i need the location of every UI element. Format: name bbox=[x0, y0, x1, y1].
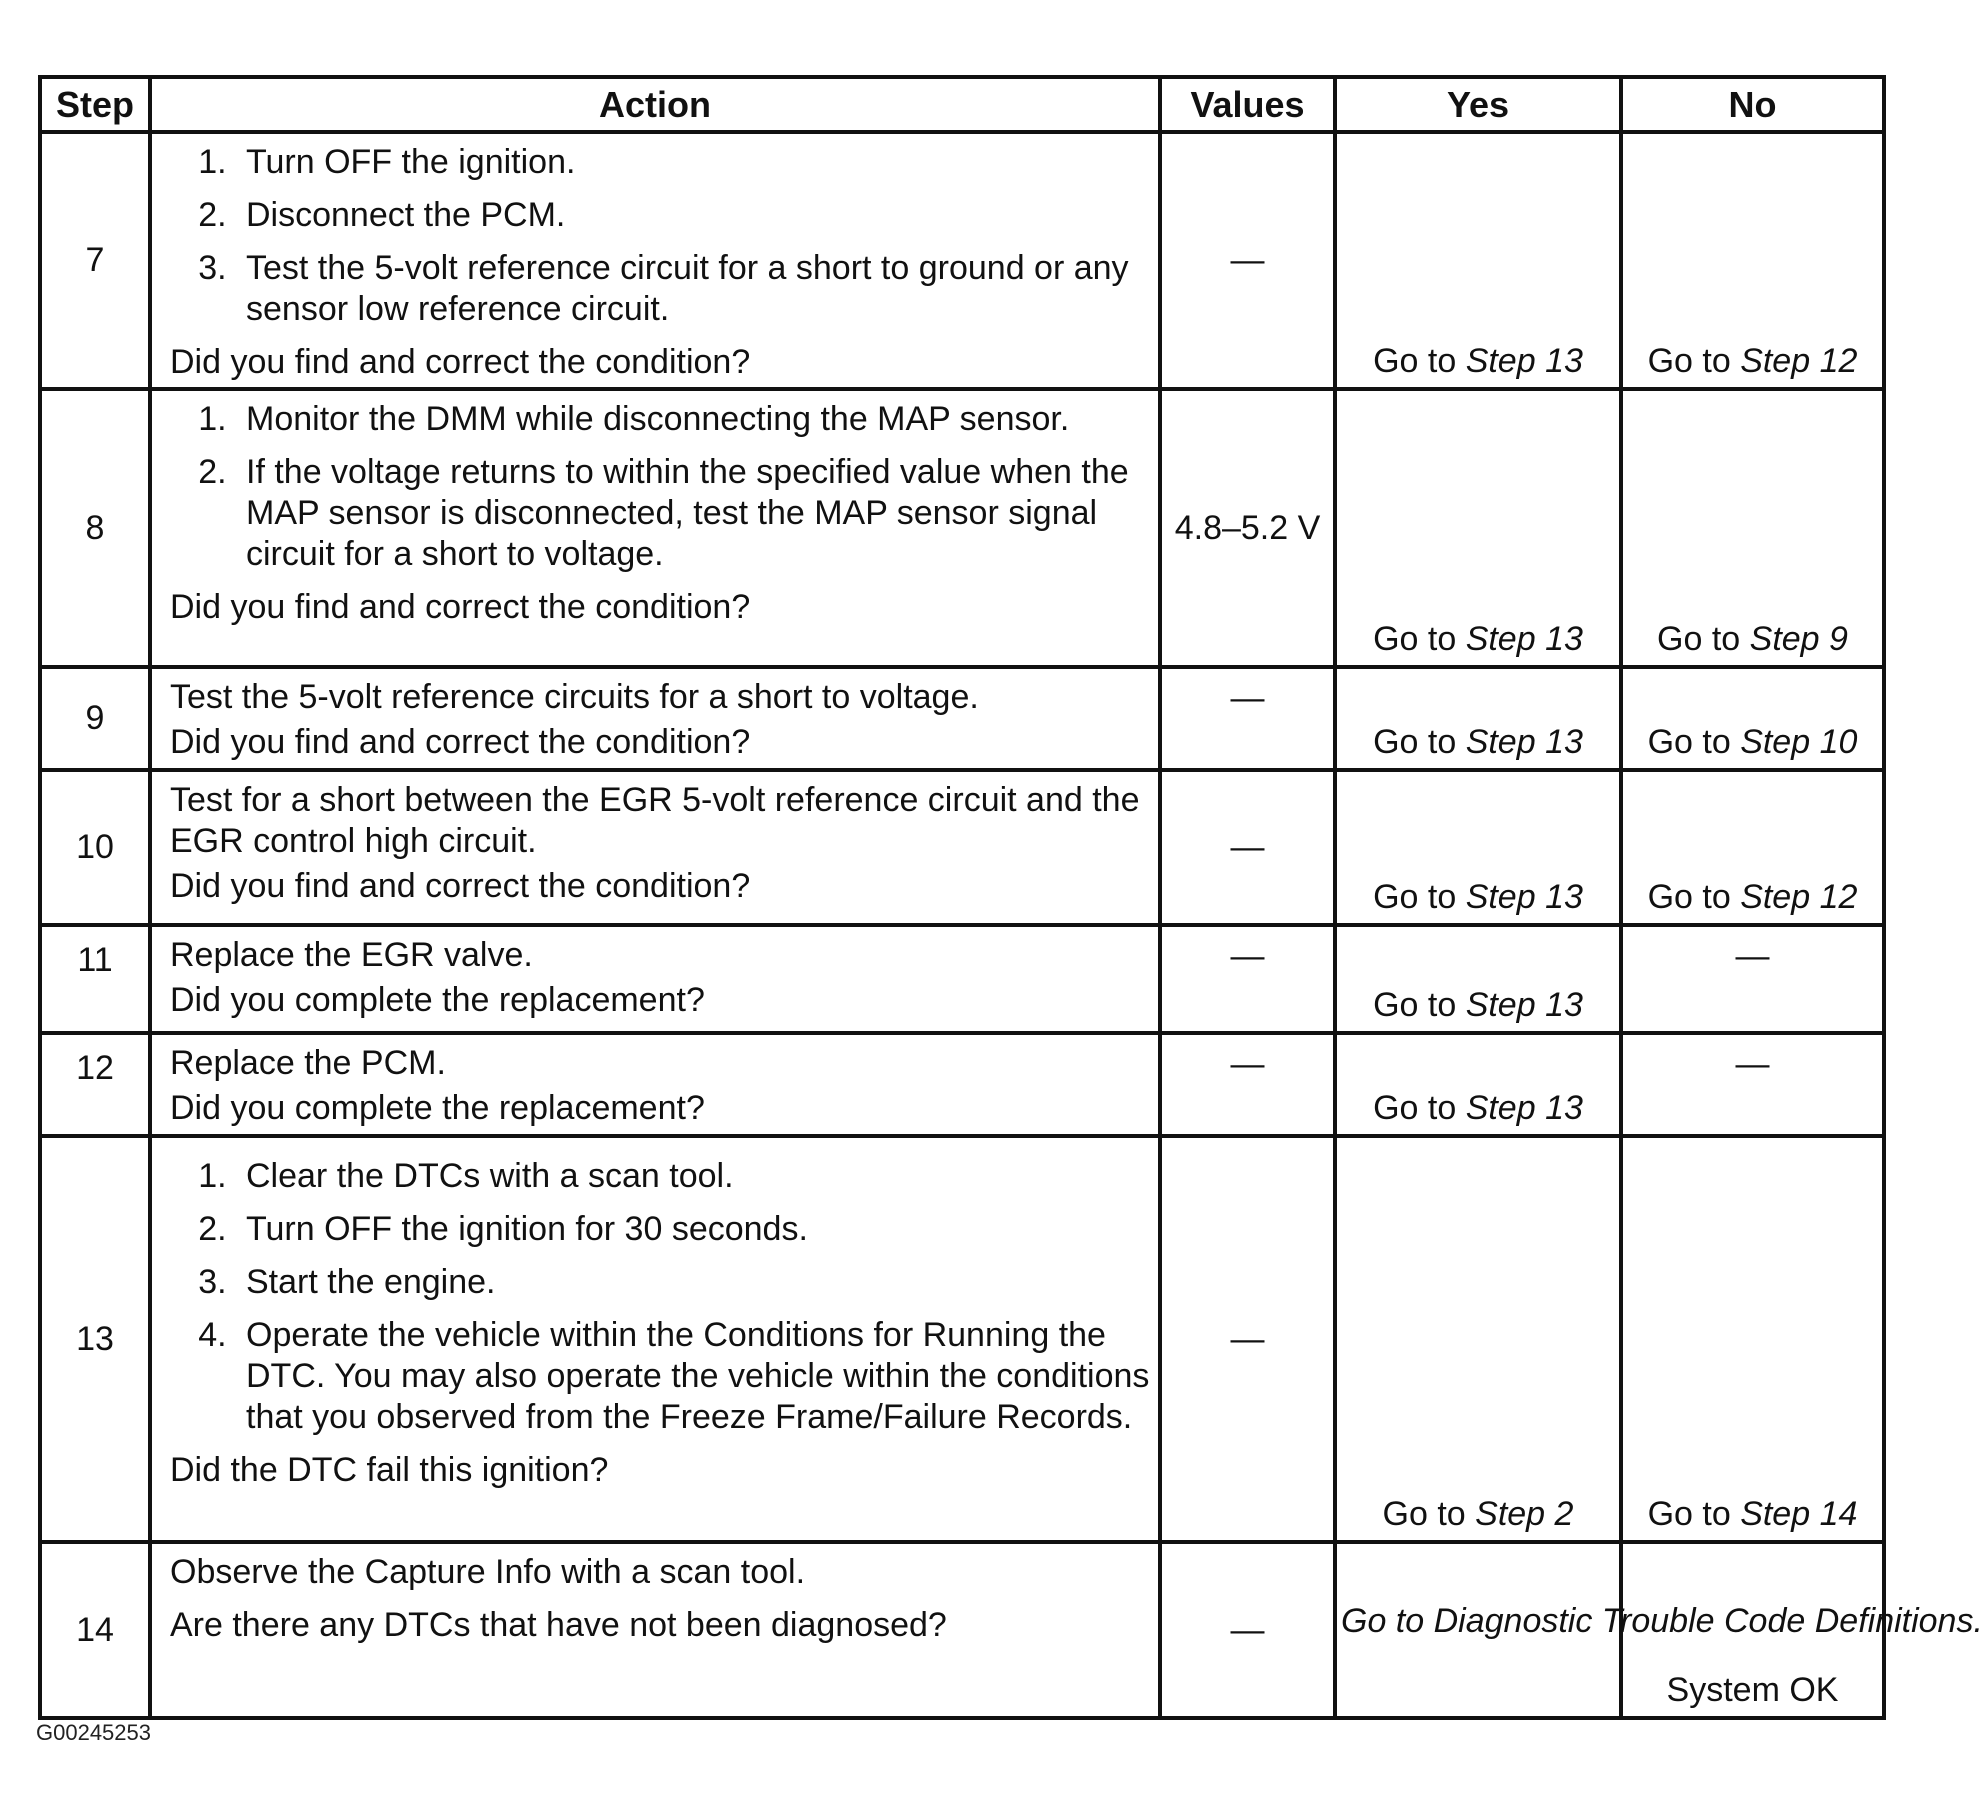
value-cell: — bbox=[1160, 1033, 1335, 1136]
no-prefix: Go to bbox=[1647, 723, 1741, 761]
no-step-ref: Step 12 bbox=[1740, 878, 1858, 916]
yes-cell: Go to Diagnostic Trouble Code Definitions. bbox=[1335, 1542, 1621, 1718]
action-text: Replace the EGR valve. bbox=[170, 936, 533, 974]
action-cell bbox=[150, 667, 1160, 770]
step-number: 13 bbox=[40, 1136, 150, 1542]
step-number: 14 bbox=[40, 1542, 150, 1718]
action-text: Test the 5-volt reference circuits for a short to voltage. bbox=[170, 678, 979, 716]
value-cell: — bbox=[1160, 132, 1335, 389]
action-item: 2. Disconnect the PCM. bbox=[236, 195, 1150, 236]
action-cell bbox=[150, 389, 1160, 667]
no-cell: — bbox=[1621, 1033, 1884, 1136]
value-cell: — bbox=[1160, 667, 1335, 770]
header-step: Step bbox=[40, 77, 150, 132]
yes-step-ref: Step 2 bbox=[1475, 1495, 1574, 1533]
no-prefix: Go to bbox=[1647, 342, 1741, 380]
header-action: Action bbox=[150, 77, 1160, 132]
action-list bbox=[170, 142, 1150, 330]
action-question: Did you find and correct the condition? bbox=[170, 723, 751, 761]
action-cell bbox=[150, 1542, 1160, 1718]
action-item: 3. Test the 5-volt reference circuit for a short to ground or any sensor low reference circuit. bbox=[236, 248, 1150, 330]
action-question: Did the DTC fail this ignition? bbox=[170, 1451, 609, 1489]
step-number: 12 bbox=[40, 1033, 150, 1136]
yes-step-ref: Step 13 bbox=[1465, 620, 1583, 658]
action-cell bbox=[150, 1136, 1160, 1542]
action-question: Did you find and correct the condition? bbox=[170, 588, 751, 626]
yes-step-ref: Step 13 bbox=[1465, 878, 1583, 916]
no-step-ref: Step 14 bbox=[1740, 1495, 1858, 1533]
action-question: Did you complete the replacement? bbox=[170, 1089, 705, 1127]
step-number: 11 bbox=[40, 925, 150, 1033]
table-row bbox=[40, 1136, 1884, 1542]
action-cell bbox=[150, 925, 1160, 1033]
table-row bbox=[40, 770, 1884, 925]
value-cell: — bbox=[1160, 1542, 1335, 1718]
action-item: 1. Clear the DTCs with a scan tool. bbox=[236, 1156, 1150, 1197]
action-question: Are there any DTCs that have not been diagnosed? bbox=[170, 1606, 947, 1644]
table-row bbox=[40, 1542, 1884, 1718]
no-cell: System OK bbox=[1621, 1542, 1884, 1718]
value-cell: — bbox=[1160, 1136, 1335, 1542]
no-cell bbox=[1621, 667, 1884, 770]
action-cell bbox=[150, 770, 1160, 925]
action-text: Replace the PCM. bbox=[170, 1044, 446, 1082]
action-question: Did you complete the replacement? bbox=[170, 981, 705, 1019]
value-cell: — bbox=[1160, 925, 1335, 1033]
table-row bbox=[40, 389, 1884, 667]
header-no: No bbox=[1621, 77, 1884, 132]
yes-cell bbox=[1335, 132, 1621, 389]
yes-cell bbox=[1335, 770, 1621, 925]
action-item: 2. Turn OFF the ignition for 30 seconds. bbox=[236, 1209, 1150, 1250]
action-cell bbox=[150, 1033, 1160, 1136]
table-header-row bbox=[40, 77, 1884, 132]
step-number: 9 bbox=[40, 667, 150, 770]
table-row bbox=[40, 667, 1884, 770]
action-text: Test for a short between the EGR 5-volt reference circuit and the EGR control high circuit. bbox=[170, 781, 1140, 860]
yes-step-ref: Step 13 bbox=[1465, 723, 1583, 761]
action-item: 1. Turn OFF the ignition. bbox=[236, 142, 1150, 183]
value-cell: 4.8–5.2 V bbox=[1160, 389, 1335, 667]
action-list bbox=[170, 1156, 1150, 1438]
no-cell bbox=[1621, 389, 1884, 667]
action-question: Did you find and correct the condition? bbox=[170, 867, 751, 905]
yes-step-ref: Step 13 bbox=[1465, 342, 1583, 380]
yes-prefix: Go to bbox=[1373, 723, 1466, 761]
yes-step-ref: Step 13 bbox=[1465, 986, 1583, 1024]
no-step-ref: Step 10 bbox=[1740, 723, 1858, 761]
action-item: 3. Start the engine. bbox=[236, 1262, 1150, 1303]
yes-cell bbox=[1335, 1033, 1621, 1136]
no-cell bbox=[1621, 770, 1884, 925]
no-step-ref: Step 12 bbox=[1740, 342, 1858, 380]
table-row bbox=[40, 132, 1884, 389]
yes-prefix: Go to bbox=[1373, 342, 1466, 380]
step-number: 10 bbox=[40, 770, 150, 925]
step-number: 8 bbox=[40, 389, 150, 667]
diagnostic-table bbox=[38, 75, 1983, 1720]
header-yes: Yes bbox=[1335, 77, 1621, 132]
value-cell: — bbox=[1160, 770, 1335, 925]
yes-prefix: Go to bbox=[1382, 1495, 1476, 1533]
no-cell bbox=[1621, 132, 1884, 389]
no-prefix: Go to bbox=[1657, 620, 1750, 658]
step-number: 7 bbox=[40, 132, 150, 389]
yes-prefix: Go to bbox=[1373, 986, 1466, 1024]
action-text: Observe the Capture Info with a scan tool. bbox=[170, 1553, 806, 1591]
table-row bbox=[40, 925, 1884, 1033]
yes-step-ref: Step 13 bbox=[1465, 1089, 1583, 1127]
yes-cell bbox=[1335, 925, 1621, 1033]
yes-prefix: Go to bbox=[1373, 1089, 1466, 1127]
action-item: 1. Monitor the DMM while disconnecting the MAP sensor. bbox=[236, 399, 1150, 440]
no-prefix: Go to bbox=[1647, 878, 1741, 916]
header-values: Values bbox=[1160, 77, 1335, 132]
action-question: Did you find and correct the condition? bbox=[170, 343, 751, 381]
table-row bbox=[40, 1033, 1884, 1136]
no-prefix: Go to bbox=[1647, 1495, 1741, 1533]
action-list bbox=[170, 399, 1150, 575]
yes-prefix: Go to bbox=[1373, 620, 1466, 658]
yes-cell bbox=[1335, 389, 1621, 667]
no-step-ref: Step 9 bbox=[1749, 620, 1848, 658]
no-cell: — bbox=[1621, 925, 1884, 1033]
yes-prefix: Go to bbox=[1373, 878, 1466, 916]
yes-cell bbox=[1335, 667, 1621, 770]
action-cell bbox=[150, 132, 1160, 389]
no-cell bbox=[1621, 1136, 1884, 1542]
yes-cell bbox=[1335, 1136, 1621, 1542]
action-item: 2. If the voltage returns to within the specified value when the MAP sensor is disconnected, test the MAP sensor signal circuit for a short to voltage. bbox=[236, 452, 1150, 575]
figure-code: G00245253 bbox=[36, 1720, 151, 1745]
action-item: 4. Operate the vehicle within the Conditions for Running the DTC. You may also operate the vehicle within the conditions that you observed from the Freeze Frame/Failure Records. bbox=[236, 1315, 1150, 1438]
